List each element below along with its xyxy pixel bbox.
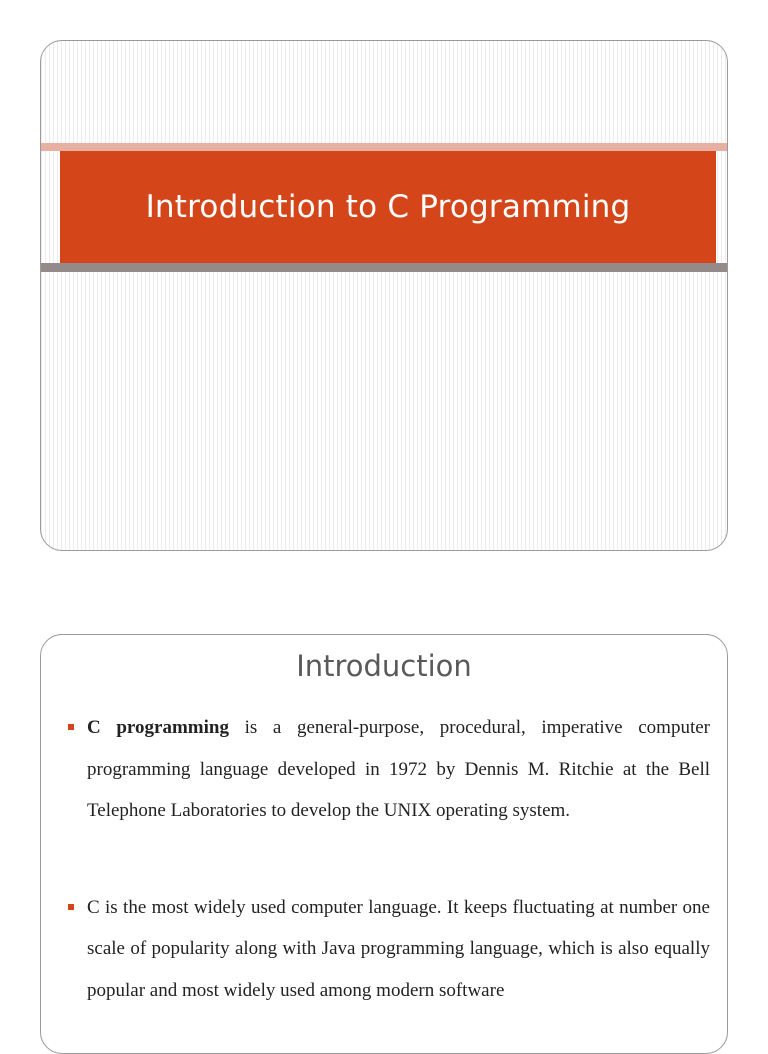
title-slide: [40, 40, 728, 551]
bullet-bold-term: C programming: [87, 717, 229, 738]
bullet-item: [66, 707, 710, 832]
bullet-square-icon: [68, 724, 74, 730]
bullet-square-icon: [68, 904, 74, 910]
bullet-item: [66, 887, 710, 1012]
bullet-list: [66, 707, 710, 1011]
slide-title: Introduction to C Programming: [145, 189, 631, 225]
slide-heading: Introduction: [296, 649, 472, 683]
bullet-text: is a general-purpose, procedural, imperative computer programming language developed in 1972 by Dennis M. Ritchie at the Bell Telephone Laboratories to develop the UNIX operating system.: [87, 717, 711, 821]
bullet-text: C is the most widely used computer language. It keeps fluctuating at number one scale of popularity along with Java programming language, which is also equally popular and most widely used among modern software: [87, 896, 710, 1001]
title-accent-top-bar: [41, 143, 727, 151]
introduction-slide: [40, 634, 728, 1054]
title-accent-bottom-bar: [41, 263, 727, 272]
title-band: [60, 151, 716, 263]
